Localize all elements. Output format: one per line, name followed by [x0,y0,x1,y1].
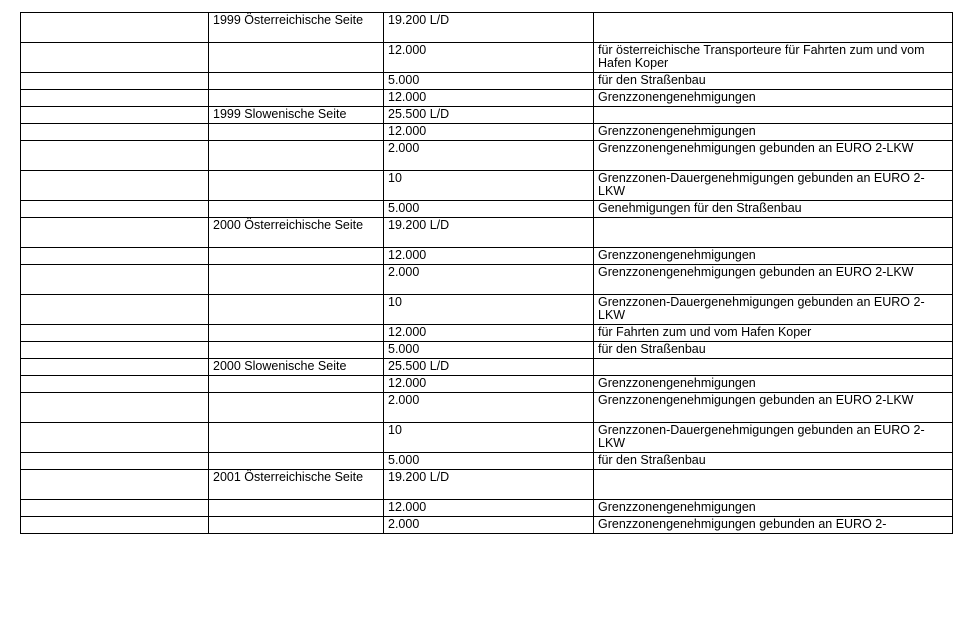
description-cell [594,107,953,124]
table-row [21,248,953,265]
table-row [21,470,953,500]
section-cell: 1999 Österreichische Seite [209,13,384,43]
description-cell: für den Straßenbau [594,453,953,470]
blank-cell [21,453,209,470]
section-cell [209,517,384,534]
section-cell [209,265,384,295]
amount-cell: 10 [384,423,594,453]
blank-cell [21,248,209,265]
section-cell [209,201,384,218]
table-row [21,90,953,107]
table-row [21,423,953,453]
blank-cell [21,376,209,393]
blank-cell [21,325,209,342]
section-cell: 2000 Slowenische Seite [209,359,384,376]
section-cell [209,376,384,393]
section-cell [209,90,384,107]
description-cell: Grenzzonen-Dauergenehmigungen gebunden an EURO 2-LKW [594,171,953,201]
amount-cell: 19.200 L/D [384,218,594,248]
description-cell: Grenzzonengenehmigungen gebunden an EURO 2- [594,517,953,534]
amount-cell: 5.000 [384,453,594,470]
table-row [21,376,953,393]
amount-cell: 12.000 [384,376,594,393]
amount-cell: 12.000 [384,325,594,342]
blank-cell [21,342,209,359]
section-cell [209,171,384,201]
amount-cell: 10 [384,295,594,325]
description-cell [594,218,953,248]
table-row [21,13,953,43]
section-cell [209,141,384,171]
description-cell: Grenzzonengenehmigungen gebunden an EURO 2-LKW [594,393,953,423]
amount-cell: 12.000 [384,90,594,107]
amount-cell: 25.500 L/D [384,107,594,124]
blank-cell [21,124,209,141]
table-row [21,517,953,534]
table-row [21,73,953,90]
description-cell: Grenzzonengenehmigungen [594,376,953,393]
description-cell: für österreichische Transporteure für Fahrten zum und vom Hafen Koper [594,43,953,73]
section-cell [209,393,384,423]
amount-cell: 2.000 [384,141,594,171]
table-row [21,359,953,376]
blank-cell [21,201,209,218]
table-row [21,342,953,359]
section-cell: 2000 Österreichische Seite [209,218,384,248]
amount-cell: 5.000 [384,201,594,218]
blank-cell [21,393,209,423]
amount-cell: 19.200 L/D [384,13,594,43]
permit-table-body [21,13,953,534]
section-cell [209,295,384,325]
table-row [21,500,953,517]
permit-quota-table [20,12,953,534]
table-row [21,43,953,73]
description-cell: Genehmigungen für den Straßenbau [594,201,953,218]
description-cell: Grenzzonen-Dauergenehmigungen gebunden an EURO 2-LKW [594,295,953,325]
description-cell [594,359,953,376]
blank-cell [21,73,209,90]
blank-cell [21,43,209,73]
description-cell: Grenzzonengenehmigungen [594,124,953,141]
amount-cell: 5.000 [384,342,594,359]
blank-cell [21,359,209,376]
blank-cell [21,423,209,453]
description-cell: Grenzzonengenehmigungen [594,500,953,517]
section-cell [209,500,384,517]
section-cell [209,453,384,470]
description-cell [594,13,953,43]
description-cell [594,470,953,500]
table-row [21,201,953,218]
amount-cell: 19.200 L/D [384,470,594,500]
blank-cell [21,141,209,171]
blank-cell [21,107,209,124]
amount-cell: 2.000 [384,393,594,423]
section-cell [209,124,384,141]
description-cell: Grenzzonengenehmigungen [594,90,953,107]
table-row [21,393,953,423]
blank-cell [21,218,209,248]
blank-cell [21,265,209,295]
table-row [21,453,953,470]
table-row [21,265,953,295]
section-cell [209,423,384,453]
section-cell: 2001 Österreichische Seite [209,470,384,500]
description-cell: Grenzzonengenehmigungen gebunden an EURO 2-LKW [594,141,953,171]
blank-cell [21,171,209,201]
blank-cell [21,517,209,534]
amount-cell: 12.000 [384,43,594,73]
description-cell: Grenzzonengenehmigungen [594,248,953,265]
section-cell [209,248,384,265]
blank-cell [21,295,209,325]
blank-cell [21,500,209,517]
description-cell: für den Straßenbau [594,342,953,359]
blank-cell [21,13,209,43]
section-cell [209,342,384,359]
amount-cell: 12.000 [384,248,594,265]
table-row [21,171,953,201]
amount-cell: 10 [384,171,594,201]
table-row [21,107,953,124]
description-cell: Grenzzonen-Dauergenehmigungen gebunden an EURO 2-LKW [594,423,953,453]
amount-cell: 5.000 [384,73,594,90]
section-cell [209,43,384,73]
table-row [21,124,953,141]
table-row [21,325,953,342]
description-cell: für Fahrten zum und vom Hafen Koper [594,325,953,342]
blank-cell [21,90,209,107]
description-cell: Grenzzonengenehmigungen gebunden an EURO 2-LKW [594,265,953,295]
amount-cell: 25.500 L/D [384,359,594,376]
amount-cell: 12.000 [384,124,594,141]
blank-cell [21,470,209,500]
amount-cell: 2.000 [384,265,594,295]
section-cell [209,73,384,90]
section-cell [209,325,384,342]
table-row [21,141,953,171]
section-cell: 1999 Slowenische Seite [209,107,384,124]
amount-cell: 12.000 [384,500,594,517]
table-row [21,218,953,248]
amount-cell: 2.000 [384,517,594,534]
description-cell: für den Straßenbau [594,73,953,90]
table-row [21,295,953,325]
